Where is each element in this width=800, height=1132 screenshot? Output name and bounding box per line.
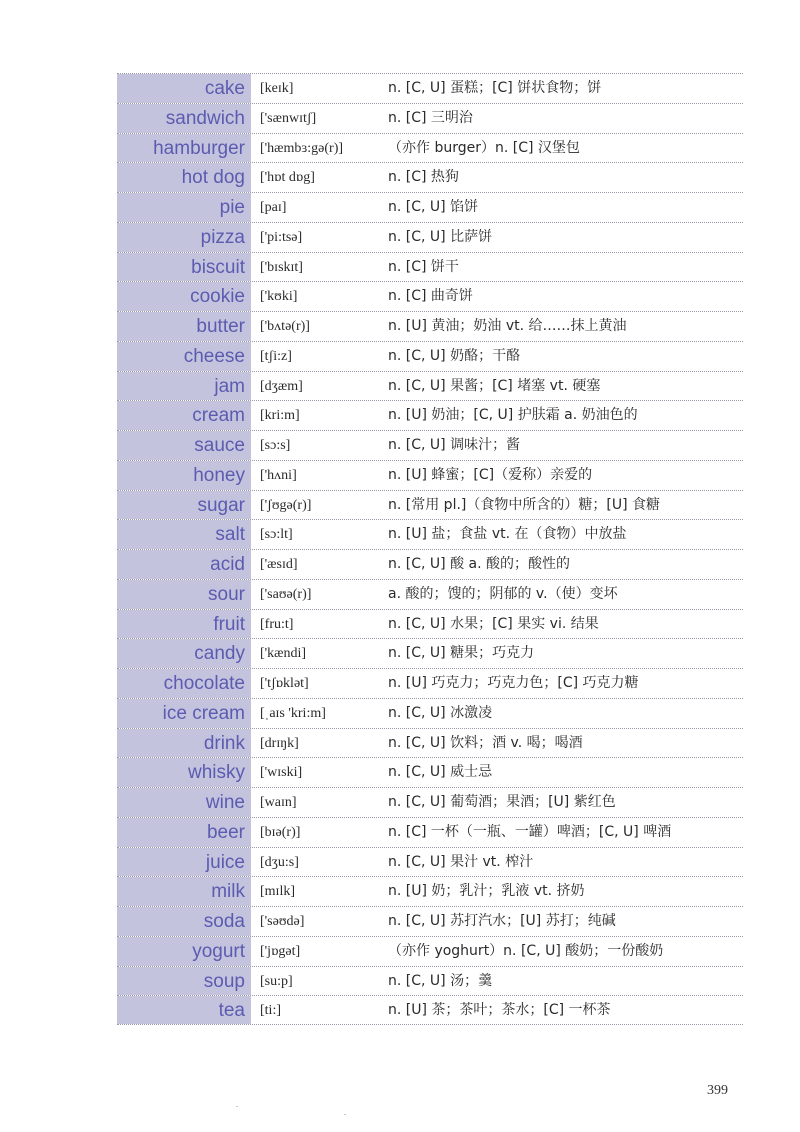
vocabulary-row xyxy=(117,133,743,163)
word-definition: n. [C, U] 冰激凌 xyxy=(388,704,493,721)
vocabulary-word: chocolate xyxy=(117,669,251,698)
word-definition: n. [C, U] 水果；[C] 果实 vi. 结果 xyxy=(388,615,599,632)
phonetic-transcription: ['hæmbɜ:gə(r)] xyxy=(260,140,344,156)
phonetic-transcription: [dʒæm] xyxy=(260,378,303,394)
vocabulary-word: salt xyxy=(117,520,251,549)
word-definition: n. [C, U] 蛋糕；[C] 饼状食物；饼 xyxy=(388,80,602,96)
word-definition: n. [C, U] 葡萄酒；果酒；[U] 紫红色 xyxy=(388,794,616,810)
vocabulary-row xyxy=(117,936,743,966)
word-definition: n. [C, U] 威士忌 xyxy=(388,764,493,781)
vocabulary-word: milk xyxy=(117,877,251,906)
vocabulary-row xyxy=(117,579,743,609)
word-definition: （亦作 burger）n. [C] 汉堡包 xyxy=(388,139,580,156)
word-definition: n. [C] 曲奇饼 xyxy=(388,288,473,305)
vocabulary-row xyxy=(117,876,743,906)
phonetic-transcription: ['saʊə(r)] xyxy=(260,586,312,602)
vocabulary-word: soda xyxy=(117,907,251,936)
vocabulary-word: pizza xyxy=(117,223,251,252)
vocabulary-row xyxy=(117,460,743,490)
vocabulary-row xyxy=(117,609,743,639)
word-definition: n. [C] 三明治 xyxy=(388,109,473,126)
phonetic-transcription: ['tʃɒklət] xyxy=(260,676,309,691)
vocabulary-word: tea xyxy=(117,996,251,1024)
phonetic-transcription: ['sænwɪtʃ] xyxy=(260,110,317,126)
vocabulary-row xyxy=(117,103,743,133)
vocabulary-row xyxy=(117,341,743,371)
phonetic-transcription: [sɔ:s] xyxy=(260,438,291,453)
word-definition: n. [C, U] 酸 a. 酸的；酸性的 xyxy=(388,556,570,572)
word-definition: a. 酸的；馊的；阴郁的 v.（使）变坏 xyxy=(388,585,618,602)
word-definition: n. [U] 茶；茶叶；茶水；[C] 一杯茶 xyxy=(388,1002,611,1019)
phonetic-transcription: ['kʊki] xyxy=(260,289,298,305)
phonetic-transcription: [drɪŋk] xyxy=(260,735,299,751)
phonetic-transcription: [ˌaɪs 'kri:m] xyxy=(260,705,326,721)
word-definition: n. [U] 盐；食盐 vt. 在（食物）中放盐 xyxy=(388,526,627,543)
phonetic-transcription: [keɪk] xyxy=(260,81,294,96)
scan-speck xyxy=(344,1114,346,1115)
vocabulary-word: soup xyxy=(117,967,251,996)
vocabulary-word: sugar xyxy=(117,491,251,520)
phonetic-transcription: [kri:m] xyxy=(260,408,300,424)
vocabulary-word: wine xyxy=(117,788,251,817)
word-definition: （亦作 yoghurt）n. [C, U] 酸奶；一份酸奶 xyxy=(388,942,664,959)
vocabulary-word: acid xyxy=(117,550,251,579)
phonetic-transcription: ['ʃʊgə(r)] xyxy=(260,497,312,513)
vocabulary-word: jam xyxy=(117,372,251,401)
phonetic-transcription: ['hʌni] xyxy=(260,467,297,483)
vocabulary-word: candy xyxy=(117,639,251,668)
word-definition: n. [C, U] 果汁 vt. 榨汁 xyxy=(388,853,534,870)
vocabulary-row xyxy=(117,281,743,311)
word-definition: n. [C, U] 比萨饼 xyxy=(388,228,493,245)
vocabulary-word: honey xyxy=(117,461,251,490)
word-definition: n. [C, U] 糖果；巧克力 xyxy=(388,645,535,662)
vocabulary-word: whisky xyxy=(117,758,251,787)
vocabulary-word: hot dog xyxy=(117,163,251,192)
word-definition: n. [常用 pl.]（食物中所含的）糖；[U] 食糖 xyxy=(388,496,660,513)
vocabulary-row xyxy=(117,490,743,520)
vocabulary-word: sour xyxy=(117,580,251,609)
word-definition: n. [C] 热狗 xyxy=(388,169,459,186)
vocabulary-row xyxy=(117,222,743,252)
phonetic-transcription: ['pi:tsə] xyxy=(260,229,303,245)
word-definition: n. [C, U] 汤；羹 xyxy=(388,972,493,989)
vocabulary-word: yogurt xyxy=(117,937,251,966)
phonetic-transcription: ['bʌtə(r)] xyxy=(260,319,310,334)
vocabulary-row xyxy=(117,906,743,936)
vocabulary-row xyxy=(117,311,743,341)
vocabulary-row xyxy=(117,698,743,728)
vocabulary-word: cheese xyxy=(117,342,251,371)
phonetic-transcription: [mɪlk] xyxy=(260,884,295,900)
vocabulary-word: butter xyxy=(117,312,251,341)
vocabulary-row xyxy=(117,847,743,877)
vocabulary-row xyxy=(117,638,743,668)
vocabulary-row xyxy=(117,817,743,847)
vocabulary-word: hamburger xyxy=(117,134,251,163)
vocabulary-row xyxy=(117,252,743,282)
phonetic-transcription: [ti:] xyxy=(260,1003,281,1019)
word-definition: n. [U] 奶油；[C, U] 护肤霜 a. 奶油色的 xyxy=(388,407,638,424)
word-definition: n. [U] 巧克力；巧克力色；[C] 巧克力糖 xyxy=(388,675,639,691)
word-definition: n. [C] 一杯（一瓶、一罐）啤酒；[C, U] 啤酒 xyxy=(388,823,672,840)
word-definition: n. [C, U] 奶酪；干酪 xyxy=(388,347,521,364)
phonetic-transcription: ['bɪskɪt] xyxy=(260,259,303,275)
phonetic-transcription: [waɪn] xyxy=(260,795,297,810)
word-definition: n. [C, U] 调味汁；酱 xyxy=(388,437,521,453)
vocabulary-row xyxy=(117,668,743,698)
word-definition: n. [C] 饼干 xyxy=(388,258,459,275)
phonetic-transcription: ['æsɪd] xyxy=(260,557,298,572)
word-definition: n. [U] 蜂蜜；[C]（爱称）亲爱的 xyxy=(388,466,593,483)
phonetic-transcription: ['kændi] xyxy=(260,646,307,662)
scan-speck xyxy=(236,1106,238,1107)
word-definition: n. [U] 奶；乳汁；乳液 vt. 挤奶 xyxy=(388,883,585,900)
vocabulary-word: cream xyxy=(117,401,251,430)
vocabulary-row xyxy=(117,192,743,222)
vocabulary-row xyxy=(117,966,743,996)
word-definition: n. [C, U] 馅饼 xyxy=(388,199,479,215)
vocabulary-row xyxy=(117,430,743,460)
word-definition: n. [C, U] 饮料；酒 v. 喝；喝酒 xyxy=(388,734,583,751)
phonetic-transcription: [tʃi:z] xyxy=(260,348,292,364)
vocabulary-row xyxy=(117,995,743,1025)
vocabulary-row xyxy=(117,162,743,192)
vocabulary-row xyxy=(117,400,743,430)
vocabulary-word: sandwich xyxy=(117,104,251,133)
vocabulary-word: pie xyxy=(117,193,251,222)
word-definition: n. [C, U] 苏打汽水；[U] 苏打；纯碱 xyxy=(388,913,616,929)
vocabulary-row xyxy=(117,728,743,758)
vocabulary-word: juice xyxy=(117,848,251,877)
vocabulary-word: cake xyxy=(117,74,251,103)
vocabulary-word: beer xyxy=(117,818,251,847)
vocabulary-word: biscuit xyxy=(117,253,251,282)
phonetic-transcription: [paɪ] xyxy=(260,200,287,215)
vocabulary-word: fruit xyxy=(117,610,251,639)
phonetic-transcription: ['wɪski] xyxy=(260,765,303,781)
vocabulary-row xyxy=(117,549,743,579)
phonetic-transcription: [fru:t] xyxy=(260,616,294,632)
vocabulary-row xyxy=(117,787,743,817)
phonetic-transcription: ['jɒgət] xyxy=(260,943,301,959)
phonetic-transcription: [dʒu:s] xyxy=(260,854,299,870)
phonetic-transcription: [sɔ:lt] xyxy=(260,527,293,543)
phonetic-transcription: ['səʊdə] xyxy=(260,914,305,929)
vocabulary-word: sauce xyxy=(117,431,251,460)
word-definition: n. [U] 黄油；奶油 vt. 给……抹上黄油 xyxy=(388,318,627,334)
phonetic-transcription: [bɪə(r)] xyxy=(260,824,301,840)
vocabulary-row xyxy=(117,73,743,103)
vocabulary-table xyxy=(117,73,743,1025)
phonetic-transcription: ['hɒt dɒg] xyxy=(260,170,315,186)
vocabulary-word: ice cream xyxy=(117,699,251,728)
vocabulary-row xyxy=(117,519,743,549)
vocabulary-row xyxy=(117,371,743,401)
phonetic-transcription: [su:p] xyxy=(260,973,293,989)
page-number: 399 xyxy=(707,1083,728,1098)
vocabulary-row xyxy=(117,757,743,787)
vocabulary-word: drink xyxy=(117,729,251,758)
word-definition: n. [C, U] 果酱；[C] 堵塞 vt. 硬塞 xyxy=(388,377,601,394)
vocabulary-word: cookie xyxy=(117,282,251,311)
